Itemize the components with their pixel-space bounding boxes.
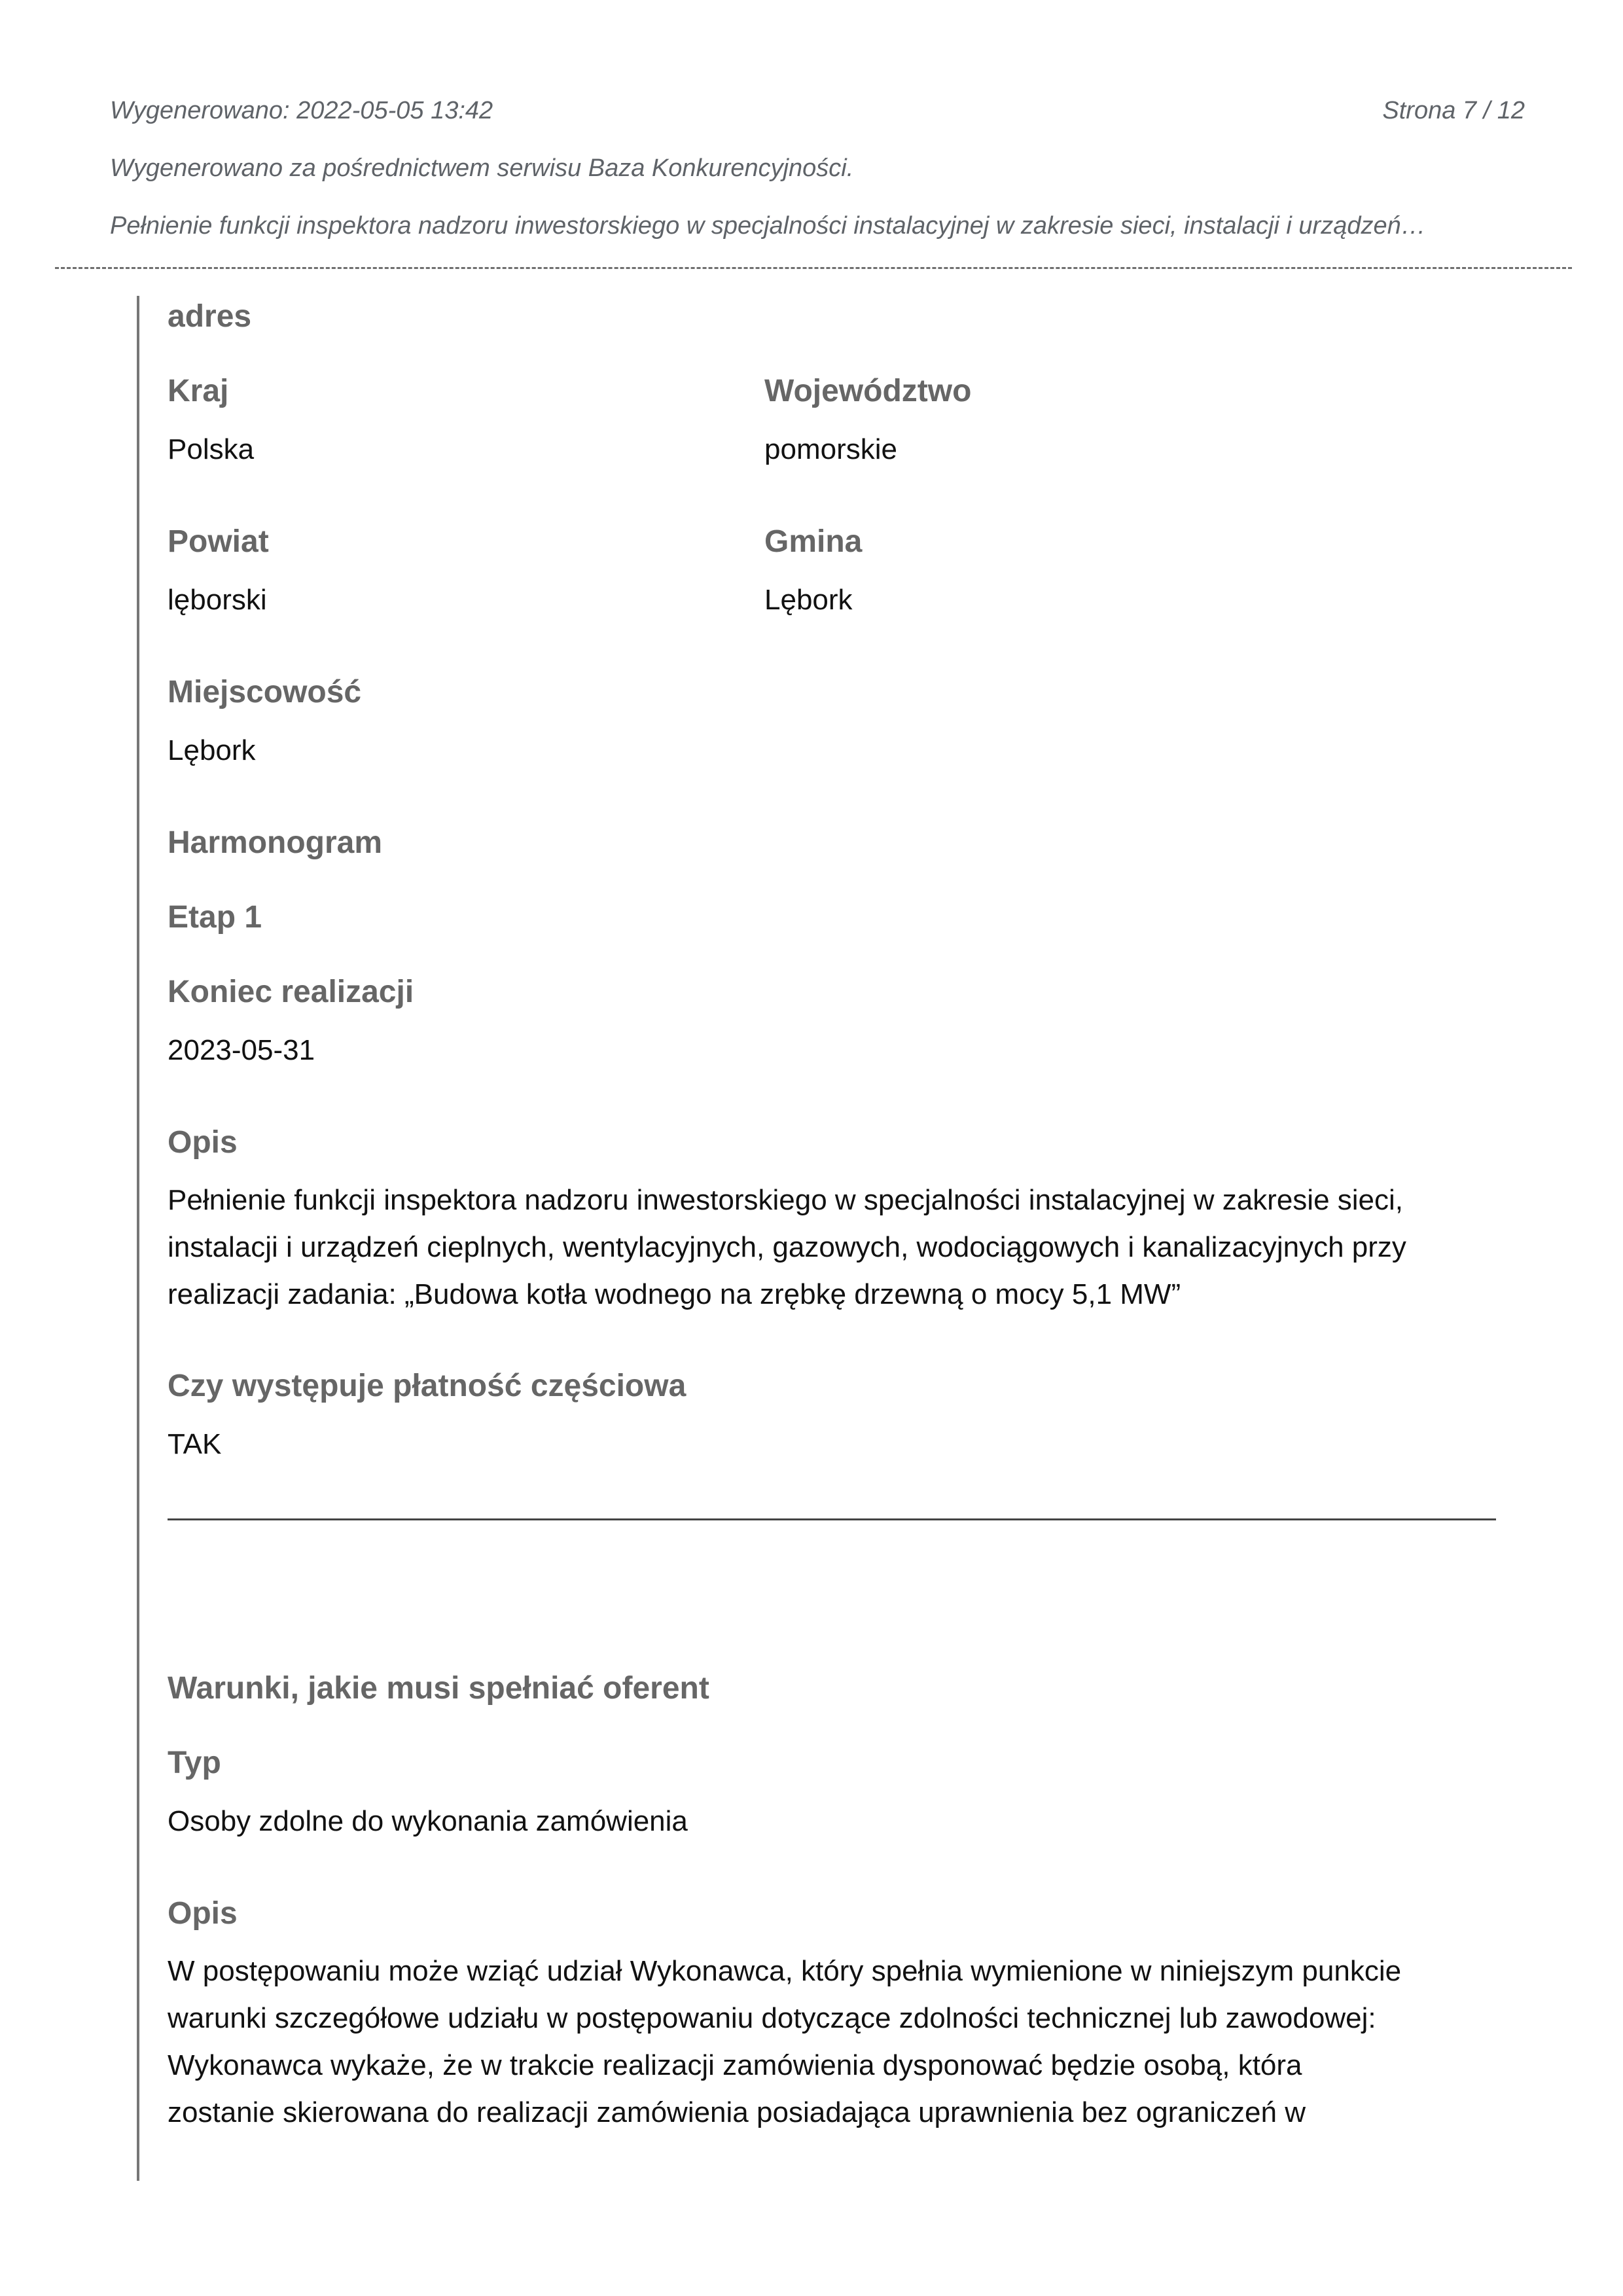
voivodeship-value: pomorskie xyxy=(764,433,897,465)
schedule-description-line: instalacji i urządzeń cieplnych, wentylacyjnych, gazowych, wodociągowych i kanalizacyjnych przy xyxy=(168,1231,1406,1263)
generated-timestamp: Wygenerowano: 2022-05-05 13:42 xyxy=(110,97,493,124)
conditions-type-label: Typ xyxy=(168,1746,221,1780)
header-divider xyxy=(55,267,1572,269)
schedule-description-line: Pełnienie funkcji inspektora nadzoru inwestorskiego w specjalności instalacyjnej w zakresie sieci, xyxy=(168,1184,1404,1216)
conditions-heading: Warunki, jakie musi spełniać oferent xyxy=(168,1671,709,1706)
stage-heading: Etap 1 xyxy=(168,900,262,935)
country-label: Kraj xyxy=(168,374,229,408)
conditions-type-value: Osoby zdolne do wykonania zamówienia xyxy=(168,1805,688,1837)
document-title: Pełnienie funkcji inspektora nadzoru inwestorskiego w specjalności instalacyjnej w zakresie sieci, instalacji i urządzeń… xyxy=(110,212,1426,240)
commune-label: Gmina xyxy=(764,524,863,559)
schedule-description-label: Opis xyxy=(168,1125,238,1160)
commune-value: Lębork xyxy=(764,584,853,616)
schedule-description xyxy=(168,1177,1406,1318)
conditions-description-line: warunki szczegółowe udziału w postępowaniu dotyczące zdolności technicznej lub zawodowej: xyxy=(168,2002,1376,2034)
county-value: lęborski xyxy=(168,584,267,616)
end-date-value: 2023-05-31 xyxy=(168,1034,315,1066)
conditions-description-line: zostanie skierowana do realizacji zamówienia posiadająca uprawnienia bez ograniczeń w xyxy=(168,2096,1306,2128)
county-label: Powiat xyxy=(168,524,269,559)
section-rule xyxy=(137,296,139,2181)
partial-payment-value: TAK xyxy=(168,1428,222,1460)
schedule-heading: Harmonogram xyxy=(168,825,383,860)
locality-label: Miejscowość xyxy=(168,675,362,709)
voivodeship-label: Województwo xyxy=(764,374,972,408)
address-heading: adres xyxy=(168,299,252,334)
country-value: Polska xyxy=(168,433,255,465)
conditions-description-line: Wykonawca wykaże, że w trakcie realizacji zamówienia dysponować będzie osobą, która xyxy=(168,2049,1302,2081)
page-number: Strona 7 / 12 xyxy=(1382,97,1525,124)
section-separator xyxy=(168,1518,1496,1520)
conditions-description-line: W postępowaniu może wziąć udział Wykonawca, który spełnia wymienione w niniejszym punkcie xyxy=(168,1955,1402,1987)
partial-payment-label: Czy występuje płatność częściowa xyxy=(168,1369,687,1403)
conditions-description xyxy=(168,1948,1401,2136)
conditions-description-label: Opis xyxy=(168,1896,238,1931)
locality-value: Lębork xyxy=(168,734,256,766)
schedule-description-line: realizacji zadania: „Budowa kotła wodnego na zrębkę drzewną o mocy 5,1 MW” xyxy=(168,1278,1181,1310)
end-date-label: Koniec realizacji xyxy=(168,975,414,1009)
source-note: Wygenerowano za pośrednictwem serwisu Baza Konkurencyjności. xyxy=(110,154,854,182)
